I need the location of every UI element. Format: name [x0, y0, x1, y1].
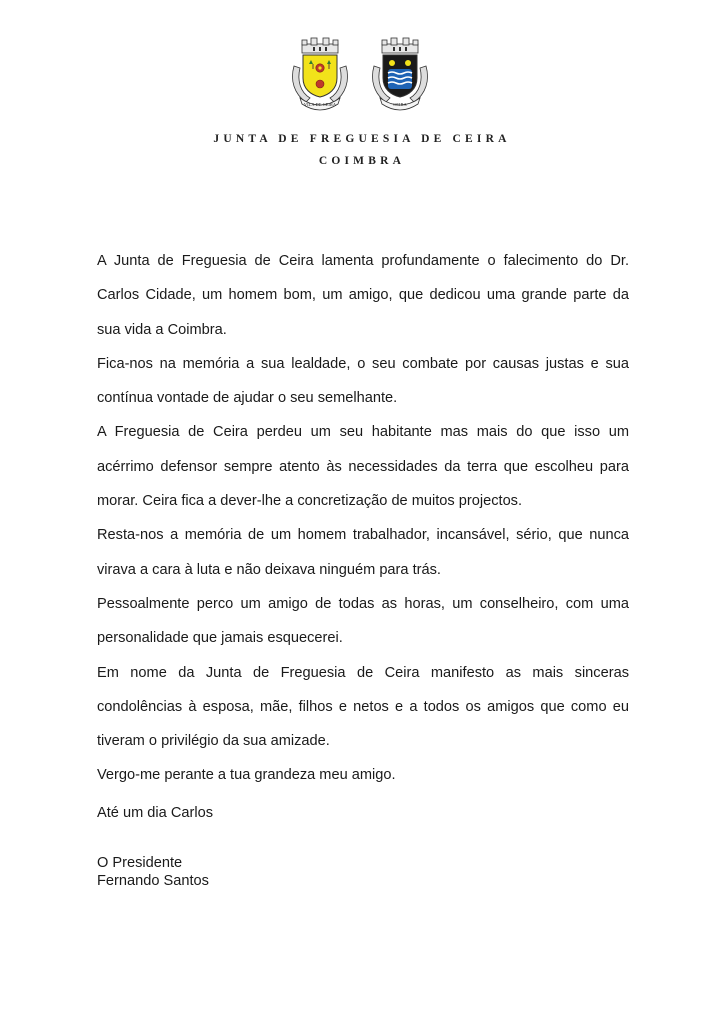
signature-name: Fernando Santos	[97, 873, 209, 889]
letter-body	[97, 244, 629, 793]
signature-block	[97, 854, 209, 890]
crest-left-motto: VILA DE CEIRA	[303, 102, 337, 107]
organization-name: JUNTA DE FREGUESIA DE CEIRA	[213, 133, 511, 145]
paragraph: Resta-nos a memória de um homem trabalhador, incansável, sério, que nunca virava a cara à luta e não deixava ninguém para trás.	[97, 527, 629, 578]
paragraph: Fica-nos na memória a sua lealdade, o seu combate por causas justas e sua contínua vontade de ajudar o seu semelhante.	[97, 355, 629, 407]
paragraph: A Freguesia de Ceira perdeu um seu habitante mas mais do que isso um acérrimo defensor sempre atento às necessidades da terra que escolheu para morar. Ceira fica a dever-lhe a concretização de muitos projectos.	[97, 424, 629, 510]
coat-of-arms-vila-de-ceira-icon	[288, 36, 352, 112]
paragraph: A Junta de Freguesia de Ceira lamenta profundamente o falecimento do Dr. Carlos Cidade, um homem bom, um amigo, que dedicou uma grande parte da sua vida a Coimbra.	[97, 253, 629, 338]
paragraph: Em nome da Junta de Freguesia de Ceira manifesto as mais sinceras condolências à esposa, mãe, filhos e netos e a todos os amigos que como eu tiveram o privilégio da sua amizade.	[97, 664, 629, 750]
paragraph: Vergo-me perante a tua grandeza meu amigo.	[97, 767, 396, 784]
organization-city: COIMBRA	[318, 155, 406, 167]
crest-right-motto: CEIRA	[393, 102, 407, 107]
paragraph: Pessoalmente perco um amigo de todas as horas, um conselheiro, com uma personalidade que jamais esquecerei.	[97, 595, 629, 647]
coat-of-arms-ceira-icon	[368, 36, 432, 112]
signature-title: O Presidente	[97, 855, 183, 871]
closing-line: Até um dia Carlos	[97, 805, 213, 821]
